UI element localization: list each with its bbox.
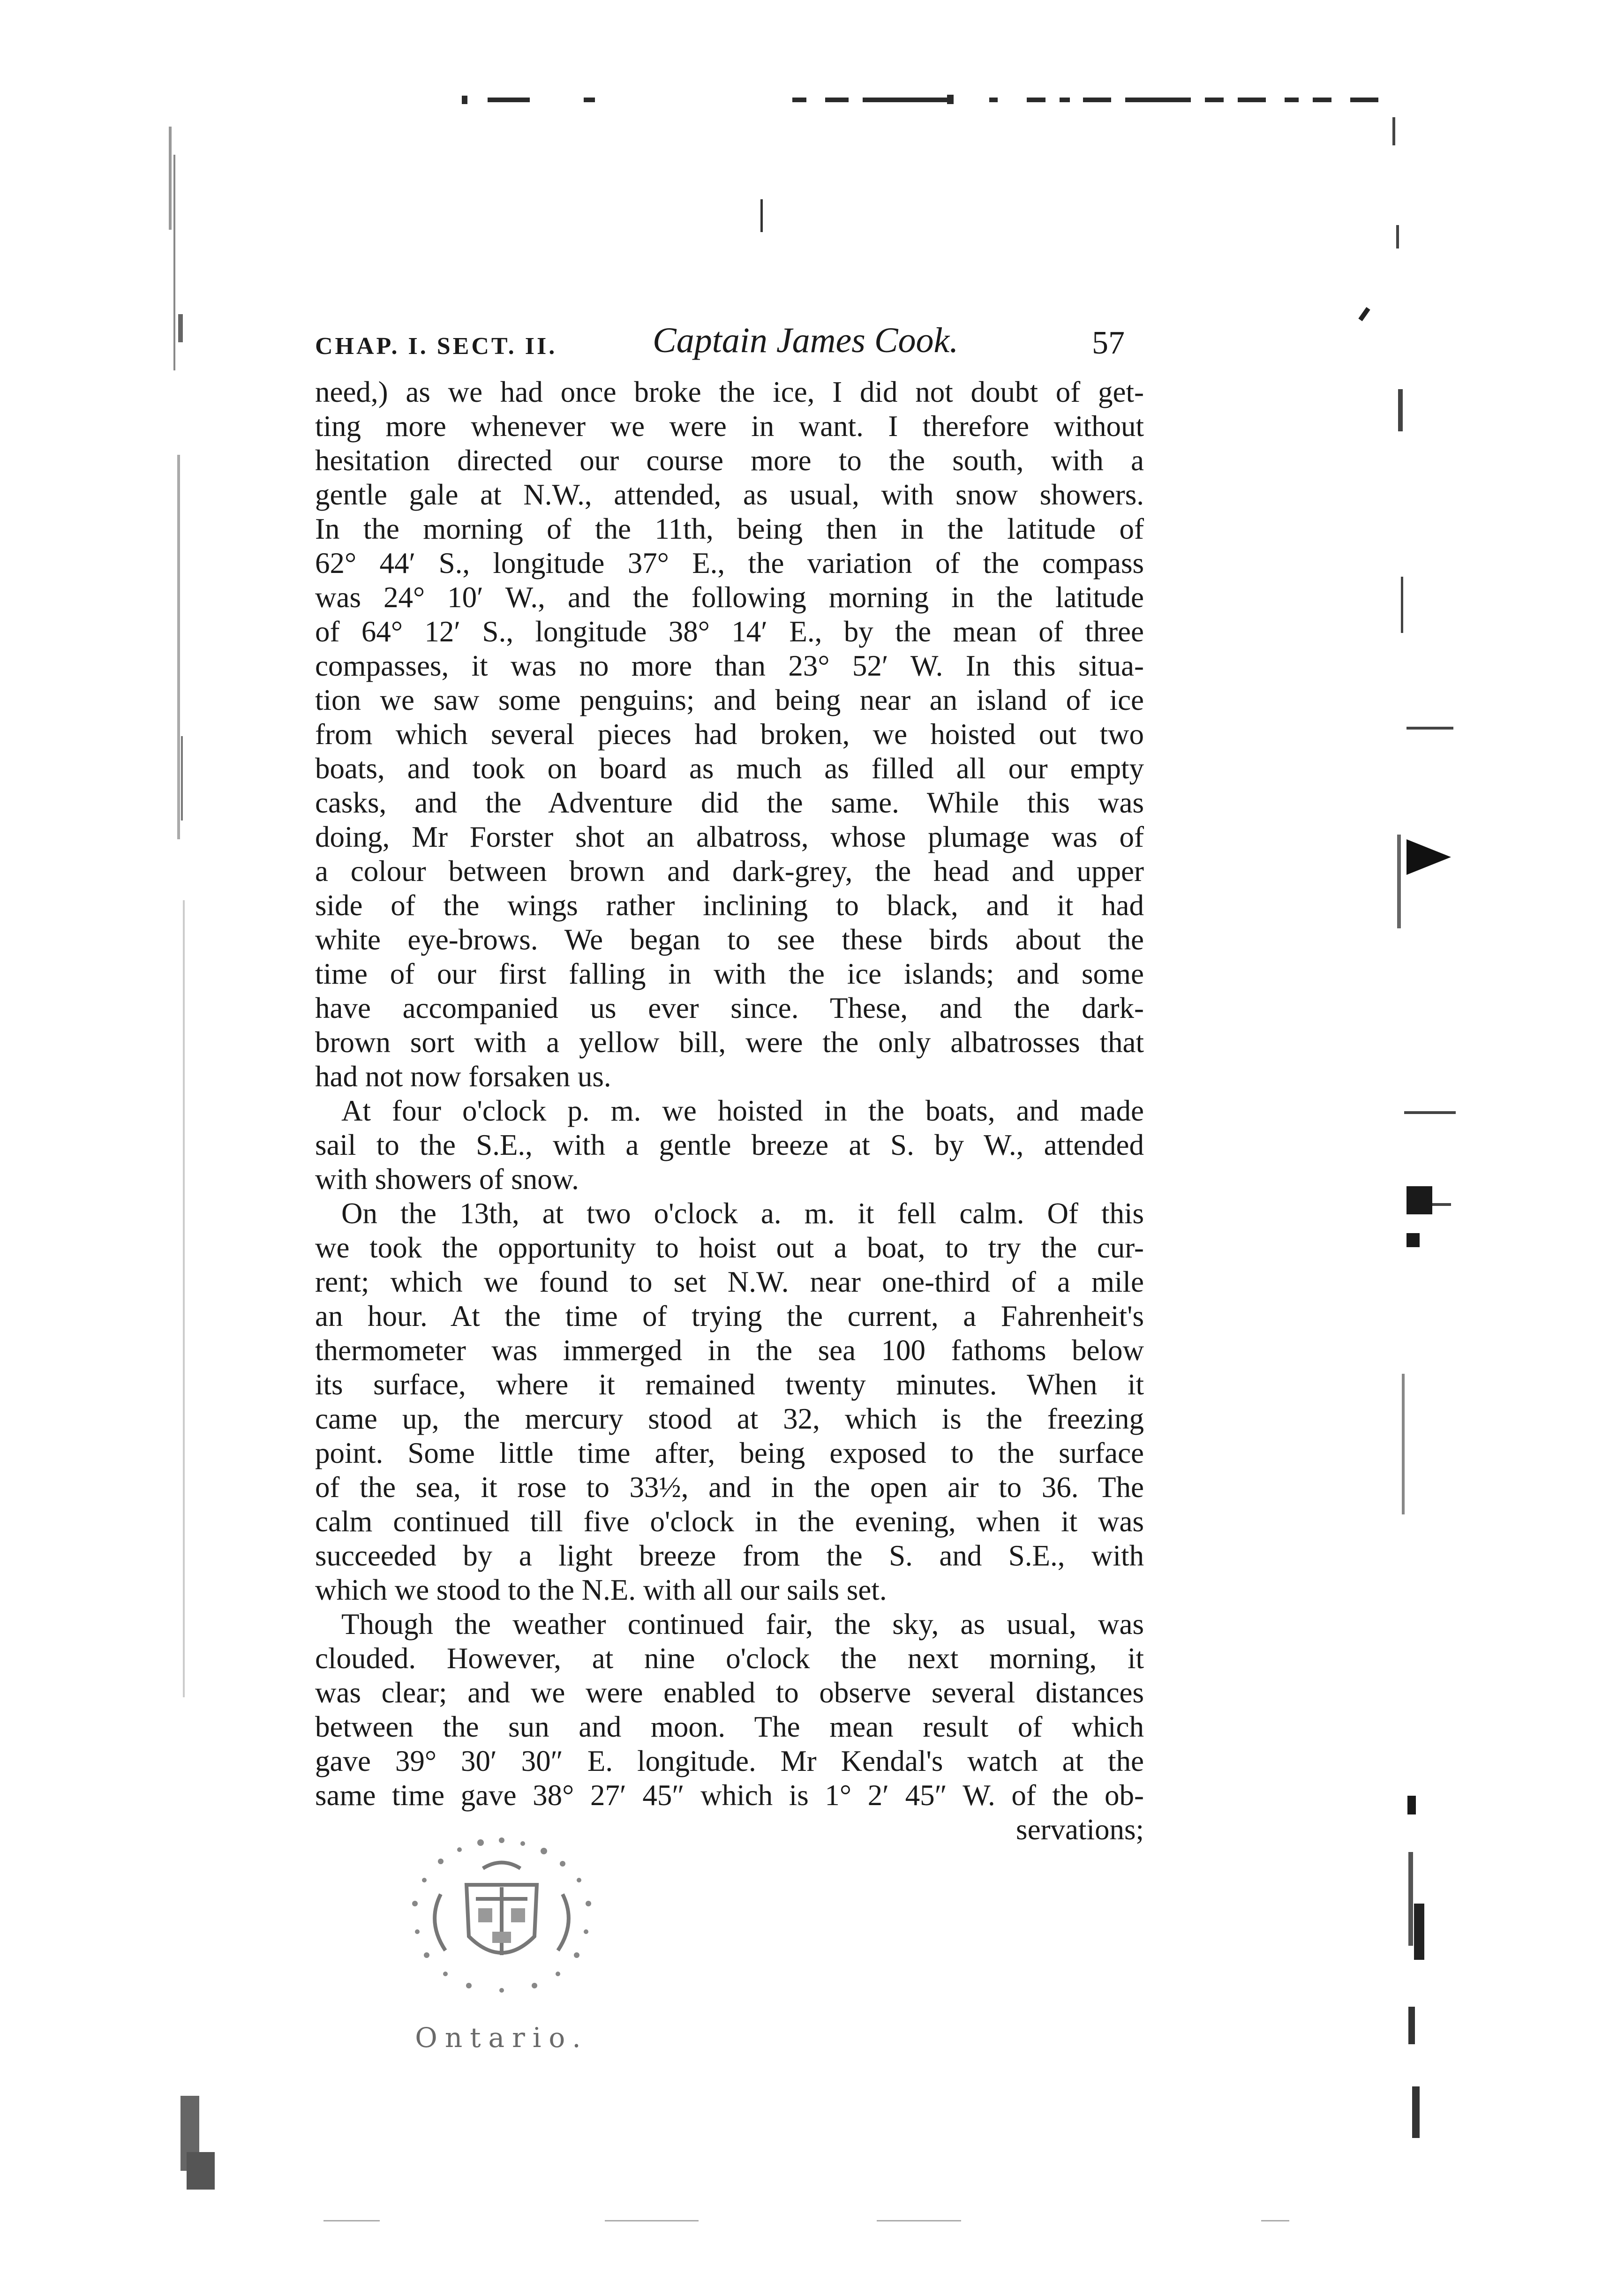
text-line: rent; which we found to set N.W. near one-third of a mile [315, 1265, 1144, 1298]
printer-mark-corner [1358, 307, 1370, 321]
text-line: In the morning of the 11th, being then in the latitude of [315, 512, 1144, 545]
text-line: point. Some little time after, being exposed to the surface [315, 1437, 1144, 1469]
page-number: 57 [1092, 325, 1125, 361]
text-line: gave 39° 30′ 30″ E. longitude. Mr Kendal's watch at the [315, 1745, 1144, 1777]
text-line: Though the weather continued fair, the sky, as usual, was [341, 1608, 1144, 1641]
text-line: doing, Mr Forster shot an albatross, whose plumage was of [315, 821, 1144, 853]
text-line: sail to the S.E., with a gentle breeze at S. by W., attended [315, 1129, 1144, 1161]
text-line: On the 13th, at two o'clock a. m. it fell calm. Of this [341, 1197, 1144, 1230]
body-text [315, 375, 1144, 1847]
text-line: side of the wings rather inclining to black, and it had [315, 889, 1144, 922]
text-line: between the sun and moon. The mean result of which [315, 1710, 1144, 1743]
text-line: boats, and took on board as much as filled all our empty [315, 752, 1144, 785]
text-line: with showers of snow. [315, 1163, 579, 1196]
text-line: hesitation directed our course more to the south, with a [315, 444, 1144, 477]
printer-mark [760, 199, 763, 232]
scan-right-edge [1378, 108, 1472, 2218]
text-line: which we stood to the N.E. with all our sails set. [315, 1573, 887, 1606]
text-line: ting more whenever we were in want. I therefore without [315, 410, 1144, 443]
text-line: time of our first falling in with the ice islands; and some [315, 957, 1144, 990]
library-stamp [370, 1829, 633, 2054]
text-line: have accompanied us ever since. These, and the dark- [315, 992, 1144, 1024]
running-title: Captain James Cook. [653, 321, 959, 360]
text-line: a colour between brown and dark-grey, the head and upper [315, 855, 1144, 888]
text-line: same time gave 38° 27′ 45″ which is 1° 2′ 45″ W. of the ob- [315, 1779, 1144, 1812]
text-line: 62° 44′ S., longitude 37° E., the variation of the compass [315, 547, 1144, 580]
scan-right-flag [1406, 839, 1451, 875]
stamp-caption: Ontario. [415, 2022, 588, 2054]
text-line: casks, and the Adventure did the same. While this was [315, 786, 1144, 819]
text-line: had not now forsaken us. [315, 1060, 611, 1093]
text-line: calm continued till five o'clock in the evening, when it was [315, 1505, 1144, 1538]
text-line: was clear; and we were enabled to observe several distances [315, 1676, 1144, 1709]
text-line: need,) as we had once broke the ice, I did not doubt of get- [315, 376, 1144, 408]
text-line: we took the opportunity to hoist out a boat, to try the cur- [315, 1231, 1144, 1264]
text-line: of the sea, it rose to 33½, and in the open air to 36. The [315, 1471, 1144, 1504]
text-line: clouded. However, at nine o'clock the next morning, it [315, 1642, 1144, 1675]
text-line: brown sort with a yellow bill, were the only albatrosses that [315, 1026, 1144, 1059]
text-line: gentle gale at N.W., attended, as usual, with snow showers. [315, 478, 1144, 511]
text-line: succeeded by a light breeze from the S. and S.E., with [315, 1539, 1144, 1572]
text-line: an hour. At the time of trying the current, a Fahrenheit's [315, 1300, 1144, 1332]
text-line: tion we saw some penguins; and being near an island of ice [315, 684, 1144, 716]
scan-left-gutter [155, 127, 197, 2213]
text-line: was 24° 10′ W., and the following morning in the latitude [315, 581, 1144, 614]
text-line: white eye-brows. We began to see these birds about the [315, 923, 1144, 956]
chapter-section-label: CHAP. I. SECT. II. [315, 333, 557, 360]
text-line: came up, the mercury stood at 32, which is the freezing [315, 1402, 1144, 1435]
catchword: servations; [1016, 1813, 1144, 1846]
text-line: of 64° 12′ S., longitude 38° 14′ E., by the mean of three [315, 615, 1144, 648]
text-line: from which several pieces had broken, we hoisted out two [315, 718, 1144, 751]
text-line: its surface, where it remained twenty minutes. When it [315, 1368, 1144, 1401]
crest-icon [370, 1829, 633, 2016]
text-line: compasses, it was no more than 23° 52′ W. In this situa- [315, 649, 1144, 682]
scan-bottom-edge [183, 2220, 1402, 2223]
scan-top-edge [0, 98, 1406, 104]
running-head [315, 313, 1136, 365]
text-line: thermometer was immerged in the sea 100 fathoms below [315, 1334, 1144, 1367]
text-line: At four o'clock p. m. we hoisted in the boats, and made [341, 1094, 1144, 1127]
